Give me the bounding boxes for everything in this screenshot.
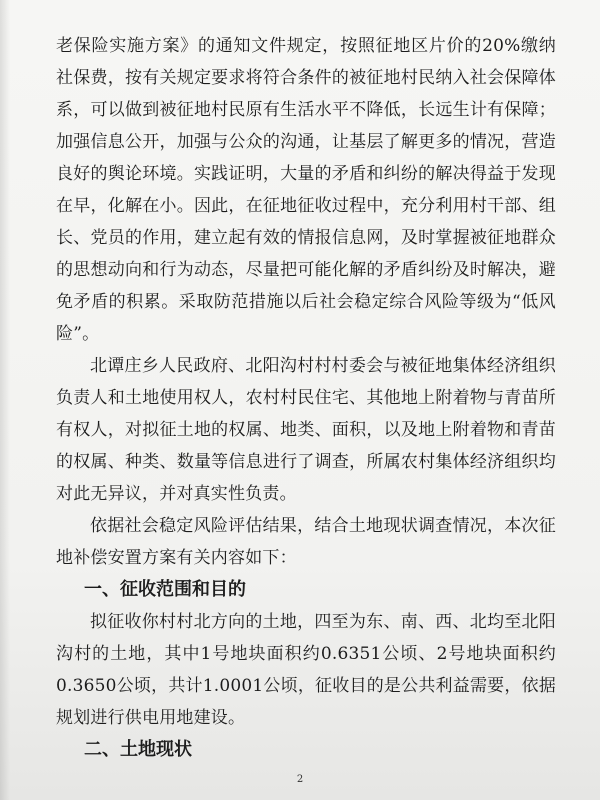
section-heading-land-status: 二、土地现状 bbox=[84, 739, 192, 760]
page-edge-shadow bbox=[0, 0, 10, 800]
paragraph-survey: 北谭庄乡人民政府、北阳沟村村村委会与被征地集体经济组织负责人和土地使用权人，农村村民住宅、其他地上附着物与青苗所有权人，对拟征土地的权属、地类、面积，以及地上附着物和青苗的权属、种类、数量等信息进行了调查，所属农村集体经济组织均对此无异议，并对真实性负责。 bbox=[56, 356, 556, 504]
paragraph-continuation: 老保险实施方案》的通知文件规定，按照征地区片价的20%缴纳社保费，按有关规定要求将符合条件的被征地村民纳入社会保障体系，可以做到被征地村民原有生活水平不降低，长远生计有保障；加强信息公开，加强与公众的沟通，让基层了解更多的情况，营造良好的舆论环境。实践证明，大量的矛盾和纠纷的解决得益于发现在早，化解在小。因此，在征地征收过程中，充分利用村干部、组长、党员的作用，建立起有效的情报信息网，及时掌握被征地群众的思想动向和行为动态，尽量把可能化解的矛盾纠纷及时解决，避免矛盾的积累。采取防范措施以后社会稳定综合风险等级为“低风险”。 bbox=[56, 36, 556, 344]
paragraph-scope: 拟征收你村村北方向的土地，四至为东、南、西、北均至北阳沟村的土地，其中1号地块面积约0.6351公顷、2号地块面积约0.3650公顷，共计1.0001公顷，征收目的是公共利益需要，依据规划进行供电用地建设。 bbox=[56, 612, 556, 728]
document-body bbox=[56, 30, 556, 766]
page-number: 2 bbox=[296, 774, 304, 785]
section-heading-scope: 一、征收范围和目的 bbox=[84, 579, 246, 600]
paragraph-basis: 依据社会稳定风险评估结果，结合土地现状调查情况，本次征地补偿安置方案有关内容如下： bbox=[56, 516, 556, 568]
